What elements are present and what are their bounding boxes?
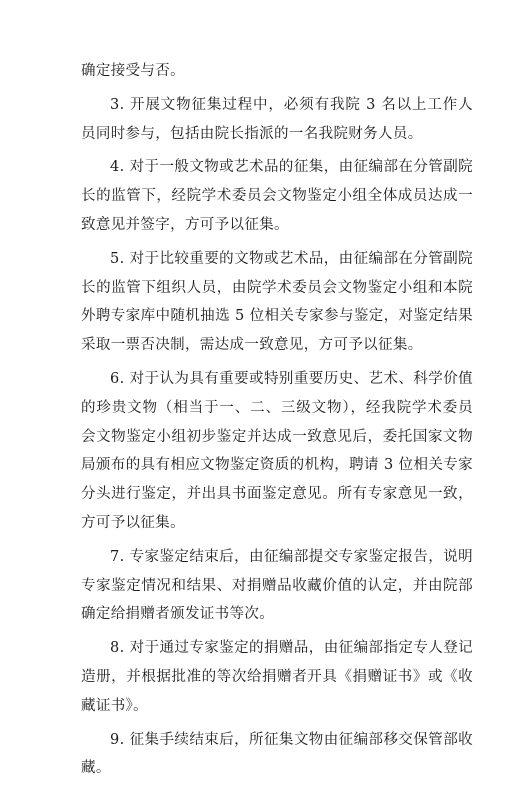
paragraph-item-7: 7. 专家鉴定结束后，由征编部提交专家鉴定报告，说明专家鉴定情况和结果、对捐赠品收藏价值的认定，并由院部确定给捐赠者颁发证书等次。 <box>81 548 473 623</box>
paragraph-item-5: 5. 对于比较重要的文物或艺术品，由征编部在分管副院长的监管下组织人员，由院学术委员会文物鉴定小组和本院外聘专家库中随机抽选 5 位相关专家参与鉴定，对鉴定结果采取一票否决制，需达成一致意见，方可予以征集。 <box>81 250 473 354</box>
paragraph-item-3: 3. 开展文物征集过程中，必须有我院 3 名以上工作人员同时参与，包括由院长指派的一名我院财务人员。 <box>81 96 473 142</box>
paragraph-item-8: 8. 对于通过专家鉴定的捐赠品，由征编部指定专人登记造册，并根据批准的等次给捐赠者开具《捐赠证书》或《收藏证书》。 <box>81 640 473 714</box>
paragraph-item-4: 4. 对于一般文物或艺术品的征集，由征编部在分管副院长的监管下，经院学术委员会文物鉴定小组全体成员达成一致意见并签字，方可予以征集。 <box>81 159 473 233</box>
paragraph-continuation: 确定接受与否。 <box>81 63 185 79</box>
paragraph-item-6: 6. 对于认为具有重要或特别重要历史、艺术、科学价值的珍贵文物（相当于一、二、三级文物），经我院学术委员会文物鉴定小组初步鉴定并达成一致意见后，委托国家文物局颁布的具有相应文物鉴定资质的机构，聘请 3 位相关专家分头进行鉴定，并出具书面鉴定意见。所有专家意见一致，方可予以征集。 <box>81 370 473 531</box>
paragraph-item-9: 9. 征集手续结束后，所征集文物由征编部移交保管部收藏。 <box>81 731 473 777</box>
document-page <box>81 57 473 788</box>
